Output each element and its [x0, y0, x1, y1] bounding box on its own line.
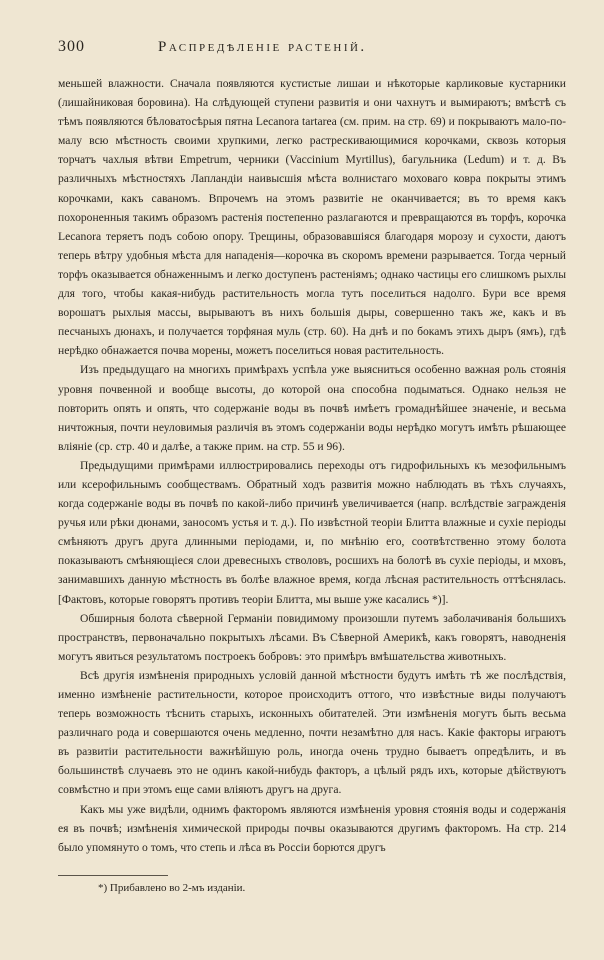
running-title: Распредѣленіе растеній.	[158, 39, 367, 55]
page-number: 300	[58, 38, 85, 55]
page-body	[58, 74, 566, 857]
footnote: *) Прибавлено во 2-мъ изданіи.	[98, 881, 246, 894]
paragraph: Какъ мы уже видѣли, однимъ факторомъ являются измѣненія уровня стоянія воды и содержанія ея въ почвѣ; измѣненія химической природы почвы оказываются другимъ факторомъ. На стр. 214 было упомянуто о томъ, что степь и лѣса въ Россіи борются другъ	[58, 802, 566, 854]
page-header	[58, 38, 566, 56]
footnote-divider	[58, 875, 168, 876]
paragraph: Изъ предыдущаго на многихъ примѣрахъ успѣла уже выясниться особенно важная роль стоянія уровня почвенной и вообще высоты, до которой она способна подыматься. Однако нельзя не повторить опять и опять, что содержаніе воды въ почвѣ имѣетъ громаднѣйшее значеніе, и весьма ничтожныя, почти неуловимыя различія въ этомъ содержаніи воды нерѣдко могутъ имѣть рѣшающее вліяніе (ср. стр. 40 и далѣе, а также прим. на стр. 55 и 96).	[58, 363, 566, 453]
paragraph: Всѣ другія измѣненія природныхъ условій данной мѣстности будутъ имѣть тѣ же послѣдствія, именно измѣненіе растительности, которое происходитъ оттого, что извѣстные виды получаютъ теперь возможность тѣснить старыхъ, исконныхъ обитателей. Эти измѣненія могутъ быть весьма различнаго рода и совершаются очень медленно, почти незамѣтно для насъ. Какіе факторы играютъ въ развитіи растительности важнѣйшую роль, иногда очень трудно бываетъ опредѣлить, и въ большинствѣ случаевъ это не одинъ какой-нибудь факторъ, а цѣлый рядъ ихъ, которые дѣйствуютъ совмѣстно и при этомъ еще сами вліяютъ другъ на друга.	[58, 668, 566, 797]
paragraph: Обширныя болота сѣверной Германіи повидимому произошли путемъ заболачиванія большихъ пространствъ, первоначально покрытыхъ лѣсами. Въ Сѣверной Америкѣ, какъ говорятъ, наводненія могутъ явиться результатомъ построекъ бобровъ: это примѣръ вмѣшательства животныхъ.	[58, 611, 566, 663]
paragraph: Предыдущими примѣрами иллюстрировались переходы отъ гидрофильныхъ къ мезофильнымъ или ксерофильнымъ сообществамъ. Обратный ходъ развитія можно наблюдать въ тѣхъ случаяхъ, когда содержаніе воды въ почвѣ по какой-либо причинѣ увеличивается (напр. вслѣдствіе загражденія ручья или рѣки дюнами, заносомъ устья и т. д.). По извѣстной теоріи Блитта влажные и сухіе періоды смѣняютъ другъ друга длинными періодами, и, по мнѣнію его, соотвѣтственно этому болота показываютъ смѣняющіеся слои древесныхъ стволовъ, росшихъ на болотѣ въ сухіе періоды, и мховъ, занимавшихъ данную мѣстность въ болѣе влажное время, когда лѣсная растительность оттѣснялась. [Фактовъ, которые говорятъ противъ теоріи Блитта, мы выше уже касались *)].	[58, 458, 566, 606]
paragraph: меньшей влажности. Сначала появляются кустистые лишаи и нѣкоторые карликовые кустарники (лишайниковая боровина). На слѣдующей ступени развитія и они чахнутъ и вымираютъ; вмѣстѣ съ тѣмъ появляются бѣловатосѣрыя пятна Lecanora tartarea (см. прим. на стр. 69) и покрываютъ мало-по-малу всю мѣстность своими хрупкими, легко растрескивающимися корочками, сквозь которыя торчатъ чахлыя вѣтви Empetrum, черники (Vaccinium Myrtillus), багульника (Ledum) и т. д. Въ различныхъ мѣстностяхъ Лапландіи наивысшія мѣста волнистаго моховаго ковра покрыты этимъ корочками, какъ саваномъ. Впрочемъ на этомъ развитіе не оканчивается; въ то время какъ похороненныя такимъ образомъ растенія постепенно разлагаются и превращаются въ торфъ, корочка Lecanora теряетъ подъ собою опору. Трещины, образовавшіяся благодаря морозу и сухости, даютъ теперь вѣтру удобныя мѣста для нападенія—корочка въ скоромъ времени разрывается. Тогда черный торфъ оказывается обнаженнымъ и легко доступенъ растеніямъ; однако частицы его слишкомъ рыхлы для того, чтобы какая-нибудь растительность могла тутъ поселиться надолго. Бури все время ворошатъ рыхлыя массы, вырываютъ въ нихъ большія дыры, совершенно такъ же, какъ и въ песчаныхъ дюнахъ, и получается торфяная муль (стр. 60). На днѣ и по бокамъ этихъ дыръ (ямъ), гдѣ нерѣдко обнажается почва морены, можетъ поселиться новая растительность.	[58, 77, 566, 358]
